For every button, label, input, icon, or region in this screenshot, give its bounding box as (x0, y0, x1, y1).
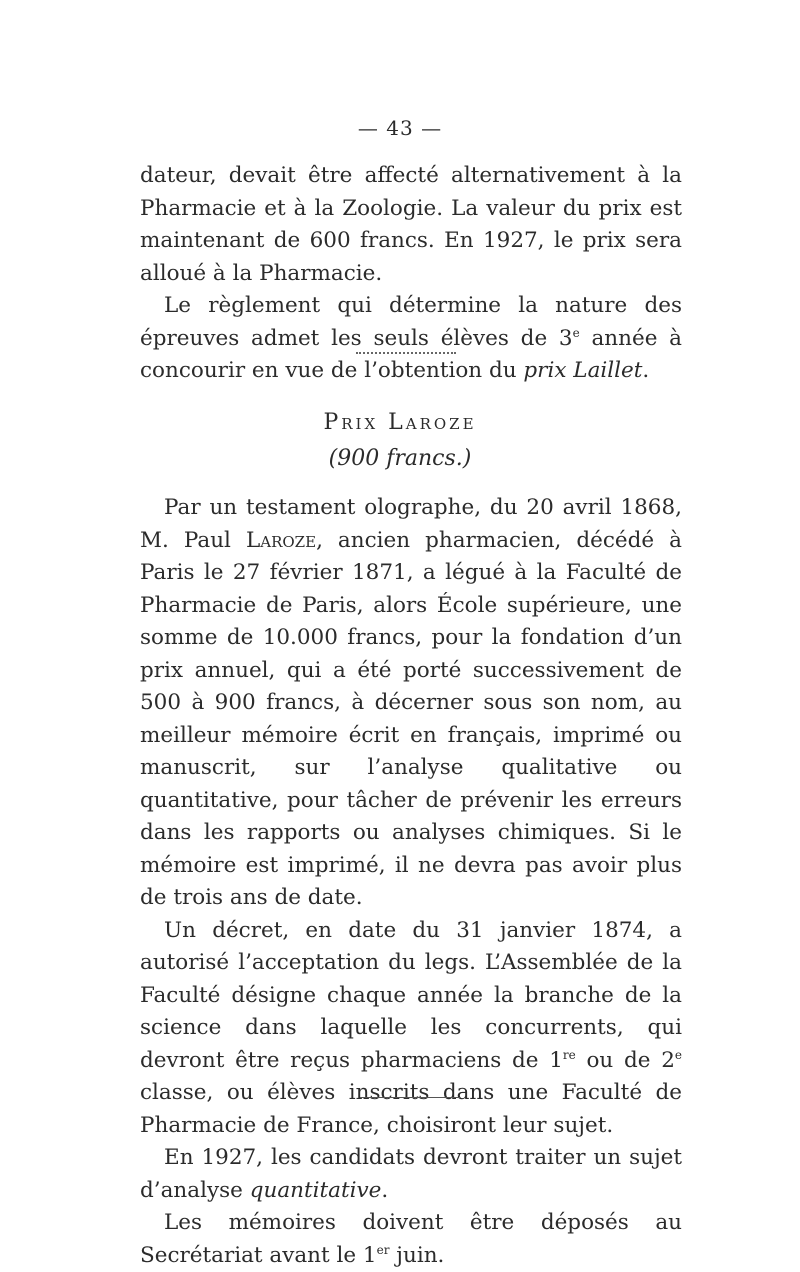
paragraph-text: Un décret, en date du 31 janvier 1874, a autorisé l’acceptation du legs. L’Assemblée de la Faculté désigne chaque année la branche de la science dans laquelle les concurrents, qui devront être reçus pharmaciens de 1 (140, 917, 682, 1073)
section-divider (356, 352, 456, 354)
paragraph (140, 492, 682, 915)
paragraph-text: dateur, devait être affecté alternativement à la Pharmacie et à la Zoologie. La valeur du prix est maintenant de 600 francs. En 1927, le prix sera alloué à la Pharmacie. (140, 163, 682, 286)
prize-name: prix Laillet (523, 358, 643, 383)
paragraph (140, 915, 682, 1143)
section-title: Prix Laroze (323, 410, 477, 435)
ordinal-superscript: e (674, 1047, 682, 1062)
section-subtitle: (900 francs.) (328, 446, 472, 471)
punctuation: . (381, 1177, 389, 1203)
emphasized-word: quantitative (249, 1177, 382, 1203)
end-divider (360, 1097, 460, 1098)
paragraph-text: En 1927, les candidats devront traiter un sujet d’analyse (140, 1145, 682, 1203)
paragraph (140, 1207, 682, 1272)
paragraph-text: Les mémoires doivent être déposés au Secrétariat avant le 1 (140, 1210, 682, 1268)
ordinal-superscript: e (572, 325, 580, 340)
paragraph-text: Par un testament olographe, du 20 avril 1868, M. Paul (140, 495, 682, 553)
page-number: — 43 — (357, 116, 443, 140)
section-body (140, 492, 682, 1272)
person-name: Laroze (245, 527, 317, 553)
paragraph-text: classe, ou élèves inscrits dans une Faculté de Pharmacie de France, choisiront leur sujet. (140, 1080, 682, 1138)
paragraph (140, 290, 682, 388)
paragraph (140, 1142, 682, 1207)
paragraph-text: ou de 2 (575, 1047, 675, 1073)
paragraph (140, 160, 682, 290)
ordinal-superscript: re (562, 1047, 576, 1062)
ordinal-superscript: er (376, 1242, 390, 1257)
punctuation: . (642, 358, 650, 383)
paragraph-text: Le règlement qui détermine la nature des épreuves admet les seuls élèves de 3 (140, 293, 682, 351)
paragraph-text: juin. (389, 1242, 445, 1268)
paragraph-text: , ancien pharmacien, décédé à Paris le 27 février 1871, a légué à la Faculté de Pharmacie de Paris, alors École supérieure, une somme de 10.000 francs, pour la fondation d’un prix annuel, qui a été porté successivement de 500 à 900 francs, à décerner sous son nom, au meilleur mémoire écrit en français, imprimé ou manuscrit, sur l’analyse qualitative ou quantitative, pour tâcher de prévenir les erreurs dans les rapports ou analyses chimiques. Si le mémoire est imprimé, il ne devra pas avoir plus de trois ans de date. (140, 527, 682, 910)
paragraph-text: année à concourir en vue de l’obtention du (140, 325, 682, 383)
